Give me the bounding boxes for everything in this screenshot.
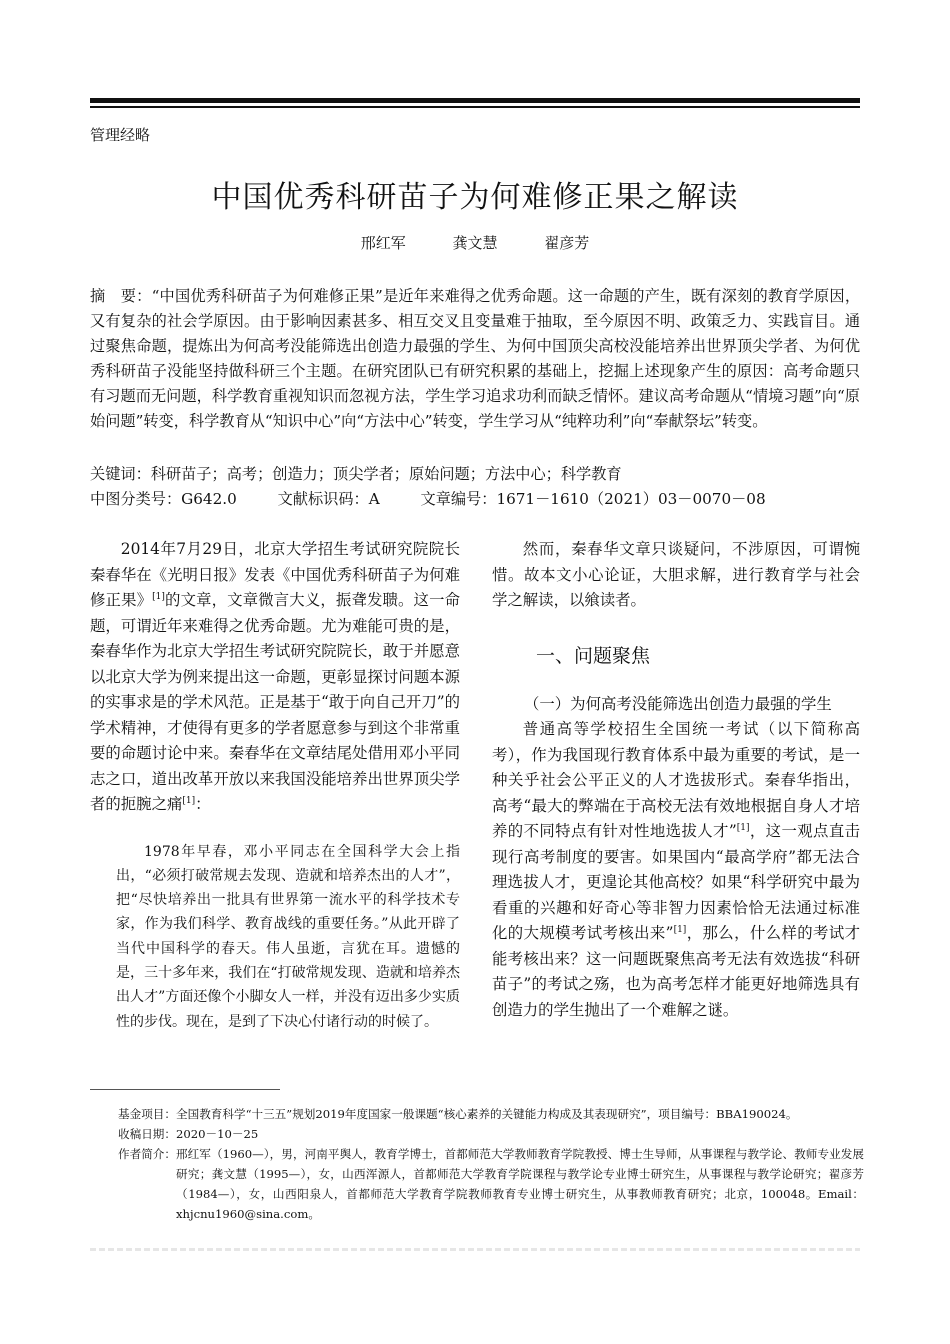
page-bottom-artifact bbox=[90, 1248, 860, 1251]
paragraph-text: 普通高等学校招生全国统一考试（以下简称高考），作为我国现行教育体系中最为重要的考试，是一种关乎社会公平正义的人才选拔形式。秦春华指出，高考“最大的弊端在于高校无法有效地根据自身人才培养的不同特点有针对性地选拔人才” bbox=[492, 720, 860, 840]
footnote-label: 作者简介： bbox=[118, 1147, 176, 1161]
footnote-authors bbox=[118, 1144, 864, 1224]
paragraph-text: 2014年7月29日，北京大学招生考试研究院院长秦春华在《光明日报》发表《中国优秀科研苗子为何难修正果》 bbox=[90, 540, 460, 609]
paragraph-text: ： bbox=[195, 795, 211, 813]
abstract-label: 摘 要： bbox=[90, 287, 152, 305]
author-name: 翟彦芳 bbox=[544, 234, 590, 252]
author-list bbox=[0, 232, 950, 253]
footnote-text: 全国教育科学“十三五”规划2019年度国家一般课题“核心素养的关键能力构成及其表现研究”，项目编号：BBA190024。 bbox=[176, 1107, 798, 1121]
document-code: 文献标识码：A bbox=[277, 490, 380, 508]
header-rule-thick bbox=[90, 98, 860, 103]
citation-ref: [1] bbox=[673, 924, 687, 935]
footnote-label: 基金项目： bbox=[118, 1107, 176, 1121]
footnote-funding bbox=[118, 1104, 864, 1124]
quote-text: 1978年早春，邓小平同志在全国科学大会上指出，“必须打破常规去发现、造就和培养杰出的人才”，把“尽快培养出一批具有世界第一流水平的科学技术专家，作为我们科学、教育战线的重要任务。”从此开辟了当代中国科学的春天。伟人虽逝，言犹在耳。遗憾的是，三十多年来，我们在“打破常规发现、造就和培养杰出人才”方面还像个小脚女人一样，并没有迈出多少实质性的步伐。现在，是到了下决心付诸行动的时候了。 bbox=[116, 843, 460, 1030]
footnote-received bbox=[118, 1124, 864, 1144]
author-name: 邢红军 bbox=[360, 234, 406, 252]
paragraph-text: 的文章，文章微言大义，振聋发聩。这一命题，可谓近年来难得之优秀命题。尤为难能可贵的是，秦春华作为北京大学招生考试研究院院长，敢于并愿意以北京大学为例来提出这一命题，更彰显探讨问题本源的实事求是的学术风范。正是基于“敢于向自己开刀”的学术精神，才使得有更多的学者愿意参与到这个非常重要的命题讨论中来。秦春华在文章结尾处借用邓小平同志之口，道出改革开放以来我国没能培养出世界顶尖学者的扼腕之痛 bbox=[90, 591, 460, 813]
footnote-text: 邢红军（1960—），男，河南平舆人，教育学博士，首都师范大学教师教育学院教授、博士生导师，从事课程与教学论、教师专业发展研究；龚文慧（1995—），女，山西浑源人，首都师范大学教育学院课程与教学论专业博士研究生，从事课程与教学论研究；翟彦芳（1984—），女，山西阳泉人，首都师范大学教育学院教师教育专业博士研究生，从事教师教育研究；北京，100048。Email：xhjcnu1960@sina.com。 bbox=[176, 1147, 864, 1221]
classification-info bbox=[90, 487, 860, 512]
abstract-text: “中国优秀科研苗子为何难修正果”是近年来难得之优秀命题。这一命题的产生，既有深刻的教育学原因，又有复杂的社会学原因。由于影响因素甚多、相互交叉且变量难于抽取，至今原因不明、政策乏力、实践盲目。通过聚焦命题，提炼出为何高考没能筛选出创造力最强的学生、为何中国顶尖高校没能培养出世界顶尖学者、为何优秀科研苗子没能坚持做科研三个主题。在研究团队已有研究积累的基础上，挖掘上述现象产生的原因：高考命题只有习题而无问题，科学教育重视知识而忽视方法，学生学习追求功利而缺乏情怀。建议高考命题从“情境习题”向“原始问题”转变，科学教育从“知识中心”向“方法中心”转变，学生学习从“纯粹功利”向“奉献祭坛”转变。 bbox=[90, 287, 861, 430]
abstract bbox=[90, 284, 860, 434]
body-column-left bbox=[90, 537, 460, 1034]
keywords-text: 科研苗子；高考；创造力；顶尖学者；原始问题；方法中心；科学教育 bbox=[150, 465, 622, 483]
paragraph-text: ，这一观点直击现行高考制度的要害。如果国内“最高学府”都无法合理选拔人才，更遑论其他高校？如果“科学研究中最为看重的兴趣和好奇心等非智力因素恰恰无法通过标准化的大规模考试考核出来” bbox=[492, 822, 860, 942]
footnote-divider bbox=[90, 1089, 280, 1090]
section-heading: 一、问题聚焦 bbox=[536, 644, 651, 667]
section-label: 管理经略 bbox=[90, 126, 151, 144]
footnote-label: 收稿日期： bbox=[118, 1127, 176, 1141]
keywords bbox=[90, 462, 860, 487]
header-rule-thin bbox=[90, 106, 860, 108]
block-quote bbox=[116, 840, 460, 1034]
paragraph-text: ，那么，什么样的考试才能考核出来？这一问题既聚焦高考无法有效选拔“科研苗子”的考试之殇，也为高考怎样才能更好地筛选具有创造力的学生抛出了一个难解之谜。 bbox=[492, 924, 860, 1019]
subsection-heading: （一）为何高考没能筛选出创造力最强的学生 bbox=[524, 694, 832, 713]
article-title: 中国优秀科研苗子为何难修正果之解读 bbox=[211, 180, 739, 215]
footnotes bbox=[118, 1104, 864, 1224]
citation-ref: [1] bbox=[736, 822, 750, 833]
body-paragraph: 然而，秦春华文章只谈疑问，不涉原因，可谓惋惜。故本文小心论证，大胆求解，进行教育学与社会学之解读，以飨读者。 bbox=[492, 540, 860, 609]
body-column-right bbox=[492, 537, 860, 1023]
citation-ref: [1] bbox=[182, 795, 196, 806]
clc-number: 中图分类号：G642.0 bbox=[90, 490, 237, 508]
keywords-label: 关键词： bbox=[90, 465, 151, 483]
citation-ref: [1] bbox=[152, 591, 165, 602]
author-name: 龚文慧 bbox=[452, 234, 498, 252]
article-number: 文章编号：1671－1610（2021）03－0070－08 bbox=[420, 490, 766, 508]
body-paragraph bbox=[492, 717, 860, 1023]
body-paragraph bbox=[90, 537, 460, 818]
footnote-text: 2020－10－25 bbox=[176, 1127, 259, 1141]
